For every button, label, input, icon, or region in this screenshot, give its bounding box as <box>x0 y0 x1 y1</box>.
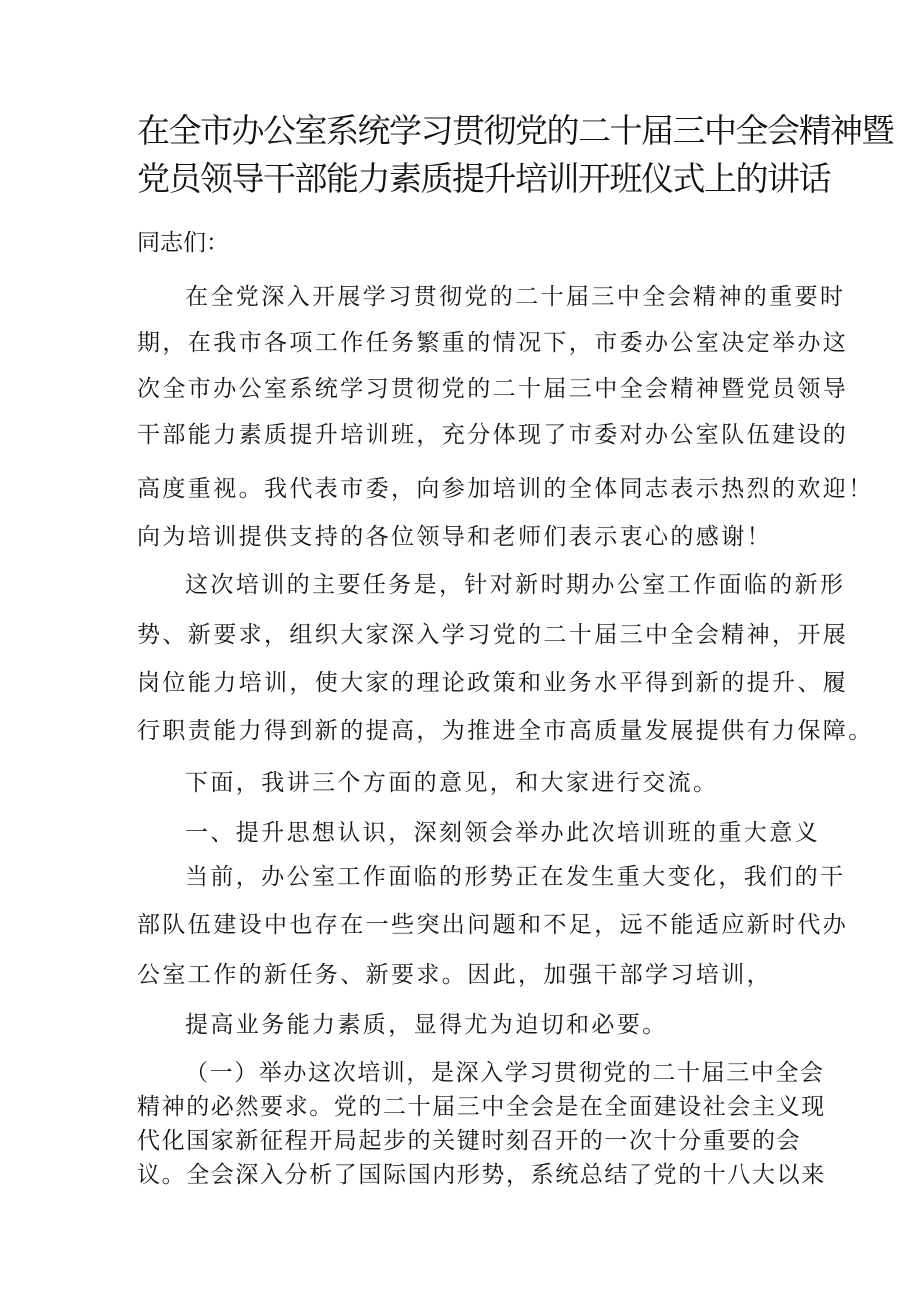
body-line: 在全党深入开展学习贯彻党的二十届三中全会精神的重要时 <box>185 284 846 310</box>
body-line: 精神的必然要求。党的二十届三中全会是在全面建设社会主义现 <box>137 1094 826 1120</box>
body-line: 公室工作的新任务、新要求。因此，加强干部学习培训， <box>137 962 772 988</box>
body-line: 期，在我市各项工作任务繁重的情况下，市委办公室决定举办这 <box>137 330 849 356</box>
body-line: 当前，办公室工作面临的形势正在发生重大变化，我们的干 <box>185 864 846 890</box>
body-line: 提高业务能力素质，显得尤为迫切和必要。 <box>185 1012 668 1038</box>
body-line: 次全市办公室系统学习贯彻党的二十届三中全会精神暨党员领导 <box>137 376 849 402</box>
body-line: 这次培训的主要任务是，针对新时期办公室工作面临的新形 <box>185 572 846 598</box>
body-line: 干部能力素质提升培训班，充分体现了市委对办公室队伍建设的 <box>137 422 849 448</box>
body-line: 高度重视。我代表市委，向参加培训的全体同志表示热烈的欢迎！ <box>137 476 874 502</box>
body-line: 部队伍建设中也存在一些突出问题和不足，远不能适应新时代办 <box>137 912 849 938</box>
section-heading: 一、提升思想认识，深刻领会举办此次培训班的重大意义 <box>185 820 820 846</box>
body-line: （一）举办这次培训，是深入学习贯彻党的二十届三中全会 <box>185 1060 825 1086</box>
body-line: 岗位能力培训，使大家的理论政策和业务水平得到新的提升、履 <box>137 670 849 696</box>
body-line: 下面，我讲三个方面的意见，和大家进行交流。 <box>185 770 719 796</box>
body-line: 向为培训提供支持的各位领导和老师们表示衷心的感谢！ <box>137 524 772 550</box>
body-line: 代化国家新征程开局起步的关键时刻召开的一次十分重要的会 <box>137 1128 802 1154</box>
body-line: 议。全会深入分析了国际国内形势，系统总结了党的十八大以来 <box>137 1162 826 1188</box>
body-line: 行职责能力得到新的提高，为推进全市高质量发展提供有力保障。 <box>137 718 874 744</box>
body-line: 势、新要求，组织大家深入学习党的二十届三中全会精神，开展 <box>137 622 849 648</box>
salutation: 同志们： <box>137 230 229 256</box>
document-title-line-1: 在全市办公室系统学习贯彻党的二十届三中全会精神暨 <box>137 111 893 150</box>
document-title-line-2: 党员领导干部能力素质提升培训开班仪式上的讲话 <box>137 159 830 198</box>
